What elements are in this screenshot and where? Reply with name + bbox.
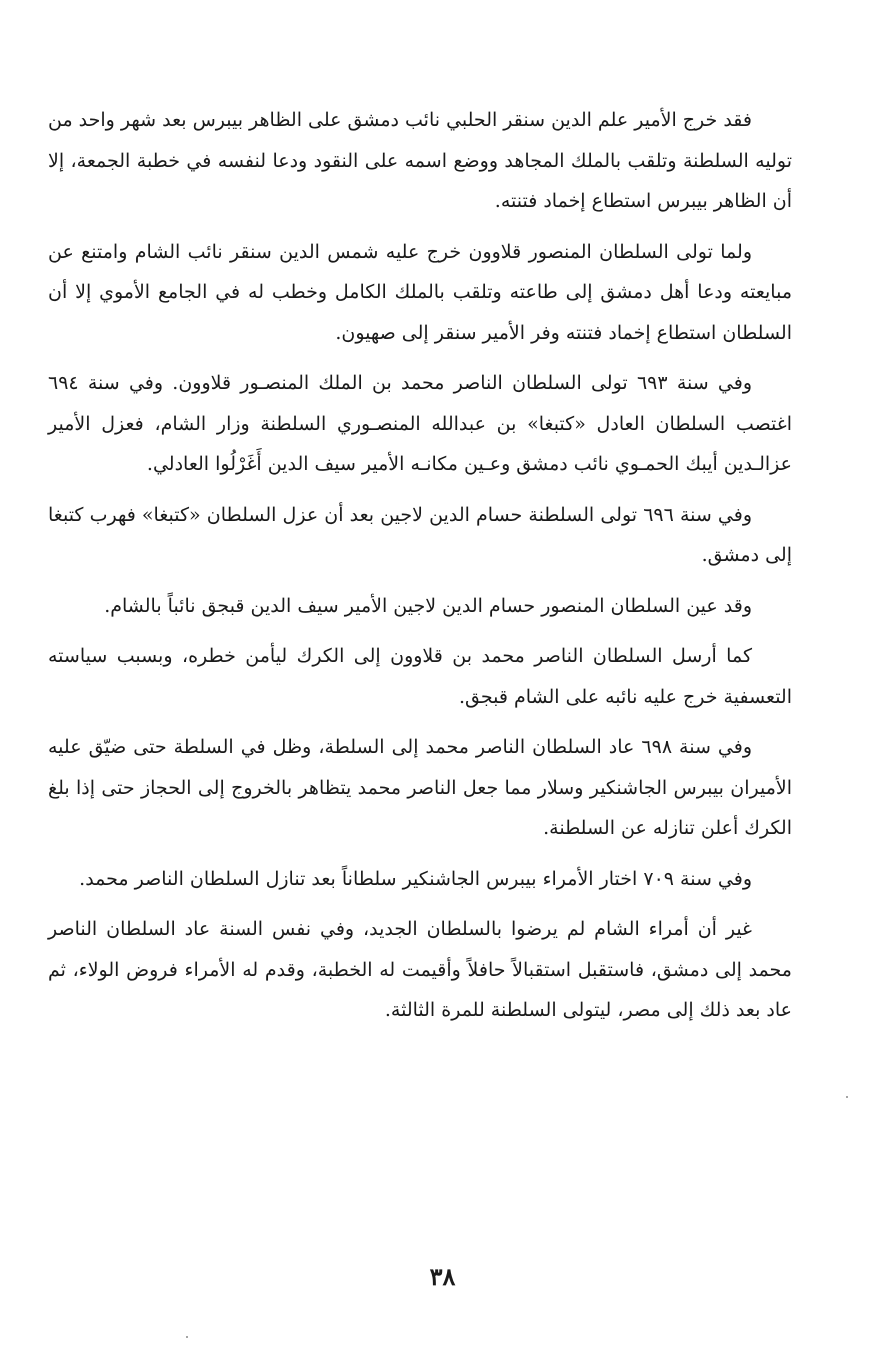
paragraph-4: وفي سنة ٦٩٦ تولى السلطنة حسام الدين لاجين بعد أن عزل السلطان «كتبغا» فهرب كتبغا إلى دمشق. bbox=[48, 503, 792, 566]
paragraph-9: غير أن أمراء الشام لم يرضوا بالسلطان الجديد، وفي نفس السنة عاد السلطان الناصر محمد إلى دمشق، فاستقبل استقبالاً حافلاً وأقيمت له الخطبة، وقدم له الأمراء فروض الولاء، ثم عاد بعد ذلك إلى مصر، ليتولى السلطنة للمرة الثالثة. bbox=[48, 918, 792, 1021]
paragraph-8: وفي سنة ٧٠٩ اختار الأمراء بيبرس الجاشنكير سلطاناً بعد تنازل السلطان الناصر محمد. bbox=[79, 867, 752, 890]
scan-speck bbox=[186, 1336, 188, 1338]
paragraph-2: ولما تولى السلطان المنصور قلاوون خرج عليه شمس الدين سنقر نائب الشام وامتنع عن مبايعته ودعا أهل دمشق إلى طاعته وتلقب بالملك الكامل وخطب له في الجامع الأموي إلا أن السلطان استطاع إخماد فتنته وفر الأمير سنقر إلى صهيون. bbox=[48, 240, 792, 344]
scan-speck bbox=[846, 1096, 848, 1098]
paragraph-5: وقد عين السلطان المنصور حسام الدين لاجين الأمير سيف الدين قبجق نائباً بالشام. bbox=[104, 594, 752, 617]
body-text bbox=[48, 100, 792, 1041]
paragraph-6: كما أرسل السلطان الناصر محمد بن قلاوون إلى الكرك ليأمن خطره، وبسبب سياسته التعسفية خرج عليه نائبه على الشام قبجق. bbox=[48, 645, 792, 708]
paragraph-3: وفي سنة ٦٩٣ تولى السلطان الناصر محمد بن الملك المنصـور قلاوون. وفي سنة ٦٩٤ اغتصب السلطان العادل «كتبغا» بن عبدالله المنصـوري السلطنة وزار الشام، فعزل الأمير عزالـدين أيبك الحمـوي نائب دمشق وعـين مكانـه الأمير سيف الدين أَغَرْلُوا العادلي. bbox=[48, 372, 792, 475]
paragraph-1: فقد خرج الأمير علم الدين سنقر الحلبي نائب دمشق على الظاهر بيبرس بعد شهر واحد من توليه السلطنة وتلقب بالملك المجاهد ووضع اسمه على النقود ودعا لنفسه في خطبة الجمعة، إلا أن الظاهر بيبرس استطاع إخماد فتنته. bbox=[48, 109, 792, 212]
paragraph-7: وفي سنة ٦٩٨ عاد السلطان الناصر محمد إلى السلطة، وظل في السلطة حتى ضيّق عليه الأميران بيبرس الجاشنكير وسلار مما جعل الناصر محمد يتظاهر بالخروج إلى الحجاز حتى إذا بلغ الكرك أعلن تنازله عن السلطنة. bbox=[48, 736, 792, 839]
page-number: ٣٨ bbox=[429, 1262, 456, 1291]
